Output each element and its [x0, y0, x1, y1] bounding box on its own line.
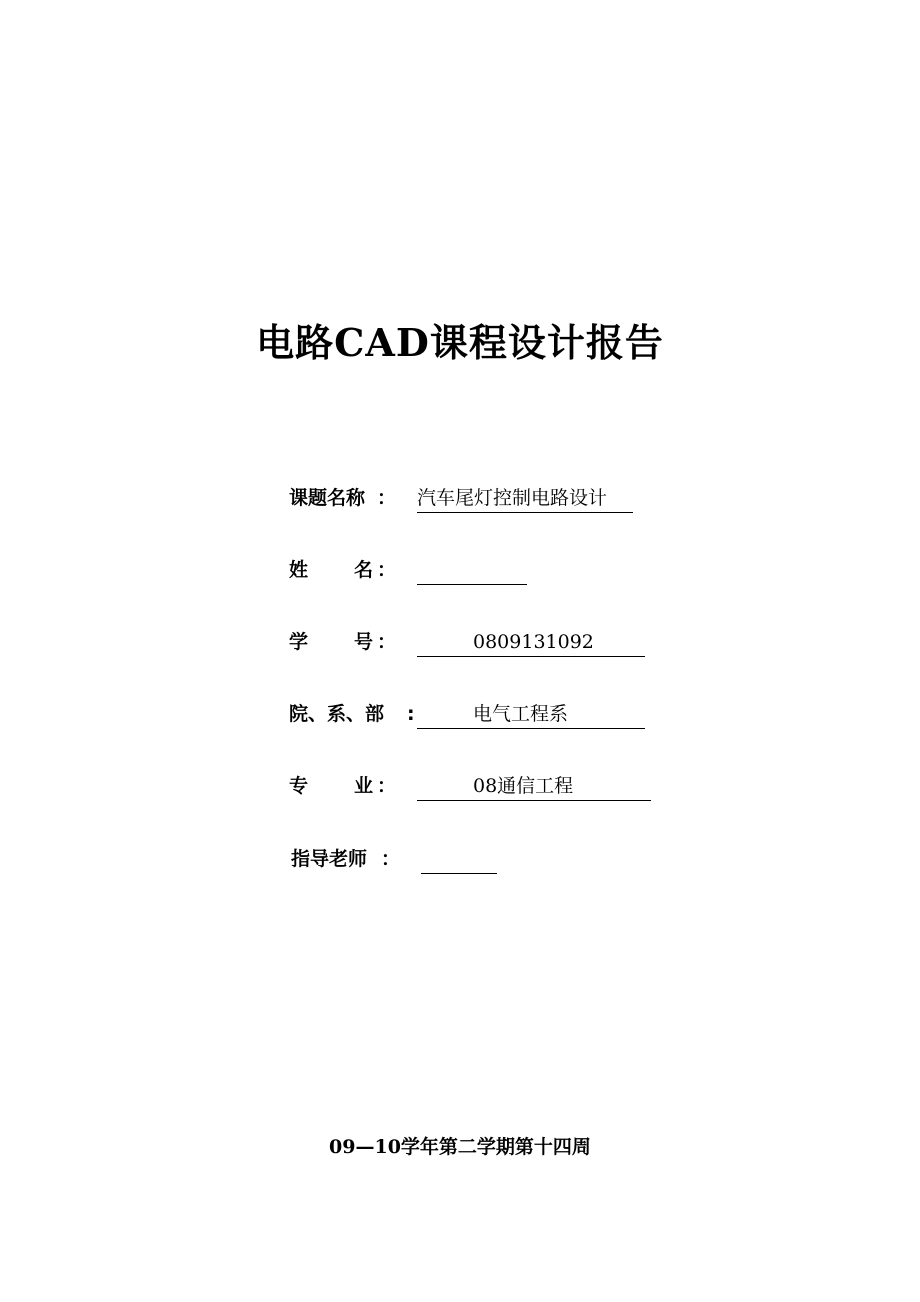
name-field [289, 555, 649, 585]
topic-colon: ： [377, 487, 397, 509]
student-id-field [289, 627, 649, 657]
major-field [289, 771, 659, 801]
advisor-field [289, 844, 649, 874]
advisor-label: 指导老师 [291, 848, 368, 870]
student-id-label-second: 号 [354, 631, 374, 653]
semester-footer: 09—10学年第二学期第十四周 [329, 1136, 591, 1158]
advisor-colon: ： [381, 848, 401, 870]
student-id-value: 0809131092 [417, 627, 645, 657]
major-label-second: 业 [354, 775, 374, 797]
major-value: 08通信工程 [417, 771, 651, 801]
department-field [289, 699, 649, 729]
name-label-second: 名 [354, 559, 374, 581]
report-title: 电路CAD课程设计报告 [256, 320, 664, 365]
topic-label: 课题名称 [289, 487, 366, 509]
department-colon: : [407, 703, 415, 725]
name-colon: ： [377, 559, 397, 581]
advisor-value [421, 844, 497, 874]
major-label-first: 专 [289, 775, 309, 797]
student-id-label-first: 学 [289, 631, 309, 653]
topic-value: 汽车尾灯控制电路设计 [417, 483, 633, 513]
name-value [417, 555, 527, 585]
major-colon: ： [377, 775, 397, 797]
name-label-first: 姓 [289, 559, 309, 581]
topic-field [289, 483, 649, 513]
department-value: 电气工程系 [417, 699, 645, 729]
student-id-colon: ： [377, 631, 397, 653]
department-label: 院、系、部 [289, 703, 385, 725]
